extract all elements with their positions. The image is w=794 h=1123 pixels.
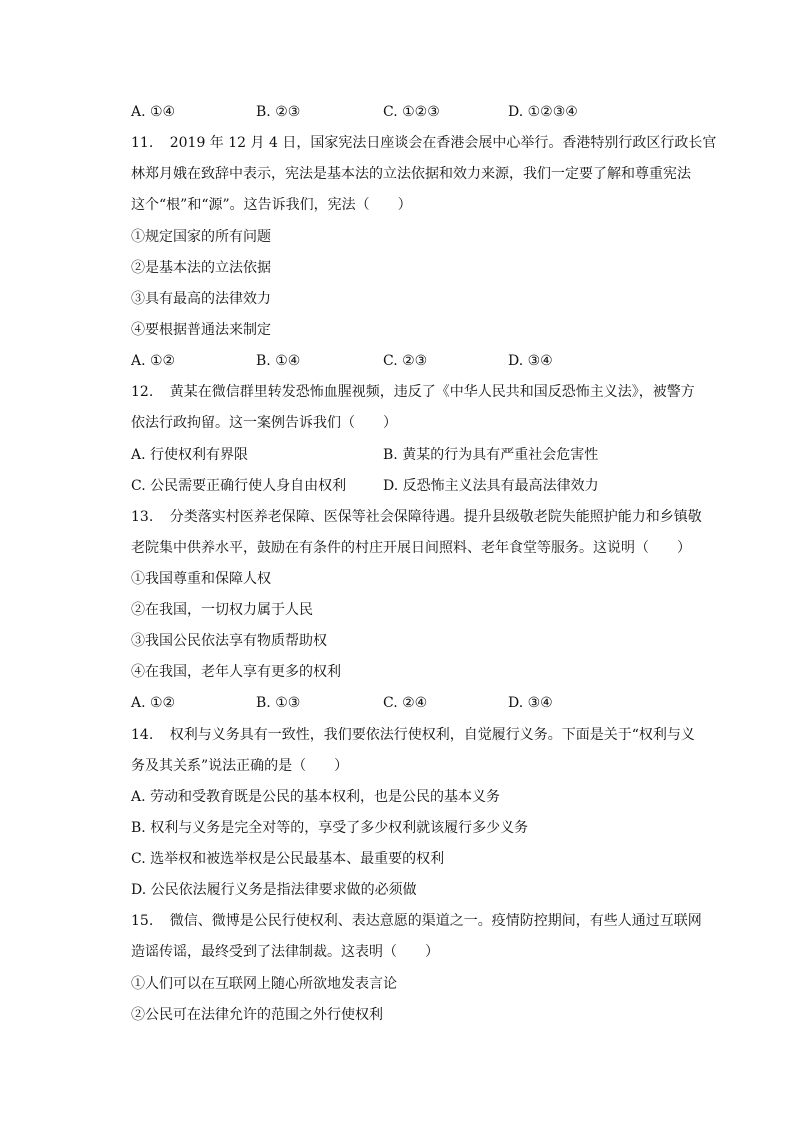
q11-item-4: ④要根据普通法来制定 (131, 322, 271, 338)
q11-number: 11. (131, 135, 154, 151)
q13-item-4: ④在我国，老年人享有更多的权利 (131, 664, 341, 680)
q11-text-1: 2019 年 12 月 4 日，国家宪法日座谈会在香港会展中心举行。香港特别行政区行政长官 (169, 135, 717, 151)
q12-option-c: C. 公民需要正确行使人身自由权利 (131, 478, 347, 494)
q11-item-1: ①规定国家的所有问题 (131, 229, 271, 245)
q14-stem-line-1 (131, 725, 695, 745)
q14-option-a: A. 劳动和受教育既是公民的基本权利，也是公民的基本义务 (131, 789, 501, 805)
q14-text-1: 权利与义务具有一致性，我们要依法行使权利，自觉履行义务。下面是关于“权利与义 (169, 727, 695, 743)
q15-item-2: ②公民可在法律允许的范围之外行使权利 (131, 1007, 383, 1023)
q12-stem-line-1 (131, 382, 695, 402)
q13-item-1: ①我国尊重和保障人权 (131, 571, 271, 587)
q13-option-b: B. ①③ (256, 695, 301, 711)
q11-stem-line-1 (131, 133, 716, 153)
q13-item-3: ③我国公民依法享有物质帮助权 (131, 633, 327, 649)
q13-stem-line-1 (131, 507, 702, 527)
q13-stem-line-2: 老院集中供养水平，鼓励在有条件的村庄开展日间照料、老年食堂等服务。这说明（ ） (131, 540, 691, 556)
q13-item-2: ②在我国，一切权力属于人民 (131, 602, 313, 618)
q11-option-d: D. ③④ (508, 353, 553, 369)
q12-stem-line-2: 依法行政拘留。这一案例告诉我们（ ） (131, 415, 397, 431)
q15-stem-line-1 (131, 911, 702, 931)
q15-stem-line-2: 造谣传谣，最终受到了法律制裁。这表明（ ） (131, 944, 439, 960)
q14-number: 14. (131, 727, 154, 743)
q13-option-a: A. ①② (131, 695, 176, 711)
top-option-d: D. ①②③④ (508, 104, 578, 120)
q15-text-1: 微信、微博是公民行使权利、表达意愿的渠道之一。疫情防控期间，有些人通过互联网 (169, 913, 702, 929)
q14-stem-line-2: 务及其关系”说法正确的是（ ） (131, 758, 349, 774)
q15-item-1: ①人们可以在互联网上随心所欲地发表言论 (131, 976, 397, 992)
q11-option-b: B. ①④ (256, 353, 301, 369)
q13-number: 13. (131, 509, 154, 525)
q13-option-d: D. ③④ (508, 695, 553, 711)
q13-text-1: 分类落实村医养老保障、医保等社会保障待遇。提升县级敬老院失能照护能力和乡镇敬 (169, 509, 702, 525)
q12-number: 12. (131, 384, 154, 400)
q12-text-1: 黄某在微信群里转发恐怖血腥视频，违反了《中华人民共和国反恐怖主义法》，被警方 (169, 384, 695, 400)
q14-option-d: D. 公民依法履行义务是指法律要求做的必须做 (131, 882, 417, 898)
q11-stem-line-3: 这个“根”和“源”。这告诉我们，宪法（ ） (131, 197, 412, 213)
q15-number: 15. (131, 913, 154, 929)
q14-option-c: C. 选举权和被选举权是公民最基本、最重要的权利 (131, 851, 445, 867)
q11-item-3: ③具有最高的法律效力 (131, 291, 271, 307)
q11-option-c: C. ②③ (383, 353, 428, 369)
q12-option-a: A. 行使权利有界限 (131, 447, 249, 463)
q12-option-b: B. 黄某的行为具有严重社会危害性 (383, 447, 599, 463)
q13-option-c: C. ②④ (383, 695, 428, 711)
q11-item-2: ②是基本法的立法依据 (131, 260, 271, 276)
q12-option-d: D. 反恐怖主义法具有最高法律效力 (383, 478, 599, 494)
q11-stem-line-2: 林郑月娥在致辞中表示，宪法是基本法的立法依据和效力来源，我们一定要了解和尊重宪法 (131, 166, 691, 182)
q14-option-b: B. 权利与义务是完全对等的，享受了多少权利就该履行多少义务 (131, 820, 529, 836)
q11-option-a: A. ①② (131, 353, 176, 369)
top-option-a: A. ①④ (131, 104, 176, 120)
top-option-c: C. ①②③ (383, 104, 440, 120)
top-option-b: B. ②③ (256, 104, 301, 120)
